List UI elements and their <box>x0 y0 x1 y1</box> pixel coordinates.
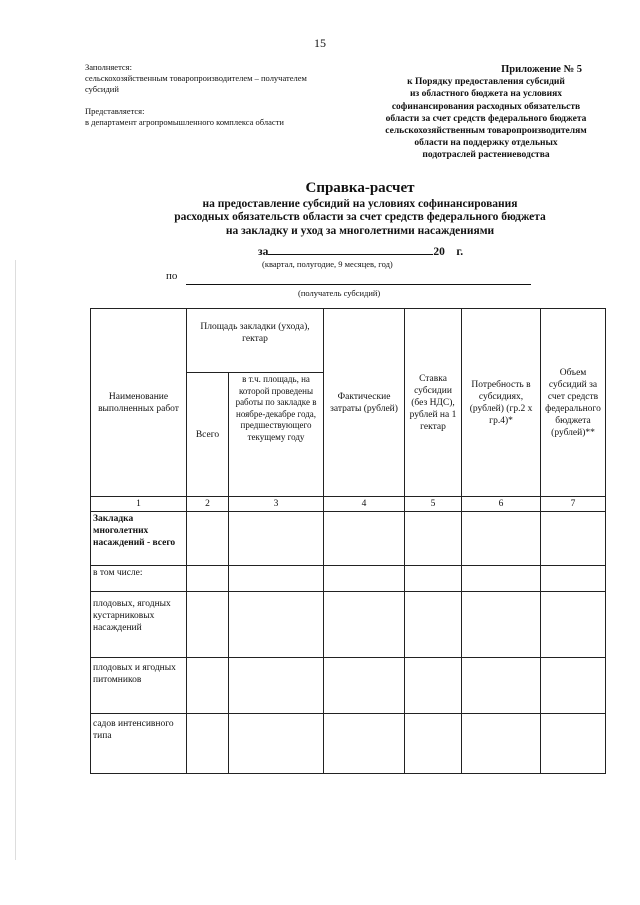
cell[interactable] <box>229 512 324 566</box>
period-year: 20 <box>433 246 445 258</box>
cell[interactable] <box>541 512 606 566</box>
cell[interactable] <box>324 512 405 566</box>
period-blank[interactable] <box>268 243 433 255</box>
header-area-group: Площадь закладки (ухода), гектар <box>187 309 324 373</box>
table-row <box>91 512 606 566</box>
filled-label: Заполняется: <box>85 62 132 72</box>
appendix-line: области на поддержку отдельных <box>414 138 558 149</box>
table-row <box>91 714 606 774</box>
appendix-line: области за счет средств федерального бюджета <box>385 113 587 124</box>
subtitle-line: расходных обязательств области за счет средств федерального бюджета <box>174 211 546 224</box>
submitted-text: в департамент агропромышленного комплекса области <box>85 117 284 127</box>
cell[interactable] <box>541 658 606 714</box>
cell[interactable] <box>541 566 606 592</box>
recipient-hint: (получатель субсидий) <box>298 288 381 298</box>
document-title: Справка-расчет <box>305 180 415 196</box>
appendix-line: к Порядку предоставления субсидий <box>407 77 565 88</box>
cell[interactable] <box>187 592 229 658</box>
cell[interactable] <box>405 512 462 566</box>
cell[interactable] <box>229 714 324 774</box>
header-subsidy-rate: Ставка субсидии (без НДС), рублей на 1 гектар <box>405 309 462 497</box>
recipient-blank[interactable] <box>186 284 531 285</box>
table-row <box>91 592 606 658</box>
cell[interactable] <box>462 592 541 658</box>
row-label: садов интенсивного типа <box>91 714 187 774</box>
period-line <box>258 243 463 258</box>
cell[interactable] <box>187 512 229 566</box>
header-nov-dec-area: в т.ч. площадь, на которой проведены работы по закладке в ноябре-декабре года, предшествующего текущему году <box>229 373 324 497</box>
appendix-line: из областного бюджета на условиях <box>409 89 563 100</box>
row-label: Закладка многолетних насаждений - всего <box>91 512 187 566</box>
table-row <box>91 566 606 592</box>
page-number: 15 <box>314 36 326 50</box>
col-number: 2 <box>187 497 229 512</box>
calculation-table <box>90 308 606 774</box>
cell[interactable] <box>187 658 229 714</box>
header-subsidy-need: Потребность в субсидиях, (рублей) (гр.2 х гр.4)* <box>462 309 541 497</box>
fill-info-block <box>85 62 375 128</box>
appendix-block <box>360 64 612 162</box>
header-total: Всего <box>187 373 229 497</box>
row-label: в том числе: <box>91 566 187 592</box>
col-number: 6 <box>462 497 541 512</box>
row-label: плодовых и ягодных питомников <box>91 658 187 714</box>
cell[interactable] <box>462 658 541 714</box>
subtitle-line: на предоставление субсидий на условиях софинансирования <box>202 198 518 210</box>
appendix-line: сельскохозяйственным товаропроизводителям <box>385 126 587 137</box>
col-number: 7 <box>541 497 606 512</box>
cell[interactable] <box>541 592 606 658</box>
cell[interactable] <box>324 566 405 592</box>
header-actual-costs: Фактические затраты (рублей) <box>324 309 405 497</box>
cell[interactable] <box>324 658 405 714</box>
cell[interactable] <box>462 714 541 774</box>
cell[interactable] <box>229 592 324 658</box>
appendix-line: подотраслей растениеводства <box>422 150 550 161</box>
appendix-line: софинансирования расходных обязательств <box>391 101 581 112</box>
header-work-name: Наименование выполненных работ <box>91 309 187 497</box>
filled-text-line-1: сельскохозяйственным товаропроизводителем – получателем <box>85 73 307 83</box>
document-subtitle <box>0 198 640 238</box>
recipient-prefix: по <box>166 270 178 282</box>
cell[interactable] <box>187 714 229 774</box>
cell[interactable] <box>462 566 541 592</box>
cell[interactable] <box>405 714 462 774</box>
cell[interactable] <box>405 592 462 658</box>
period-hint: (квартал, полугодие, 9 месяцев, год) <box>262 259 393 269</box>
cell[interactable] <box>462 512 541 566</box>
col-number: 1 <box>91 497 187 512</box>
subtitle-line: на закладку и уход за многолетними насаждениями <box>225 224 495 237</box>
cell[interactable] <box>541 714 606 774</box>
table-row <box>91 658 606 714</box>
cell[interactable] <box>187 566 229 592</box>
cell[interactable] <box>324 714 405 774</box>
row-label: плодовых, ягодных кустарниковых насаждений <box>91 592 187 658</box>
submitted-label: Представляется: <box>85 106 145 116</box>
period-suffix: г. <box>456 246 464 258</box>
col-number: 5 <box>405 497 462 512</box>
cell[interactable] <box>324 592 405 658</box>
cell[interactable] <box>405 566 462 592</box>
filled-text-line-2: субсидий <box>85 84 119 94</box>
header-federal-volume: Объем субсидий за счет средств федерального бюджета (рублей)** <box>541 309 606 497</box>
col-number: 4 <box>324 497 405 512</box>
period-prefix: за <box>258 246 269 258</box>
scan-edge-line <box>15 260 16 860</box>
cell[interactable] <box>405 658 462 714</box>
col-number: 3 <box>229 497 324 512</box>
cell[interactable] <box>229 566 324 592</box>
appendix-number: Приложение № 5 <box>501 64 582 75</box>
cell[interactable] <box>229 658 324 714</box>
